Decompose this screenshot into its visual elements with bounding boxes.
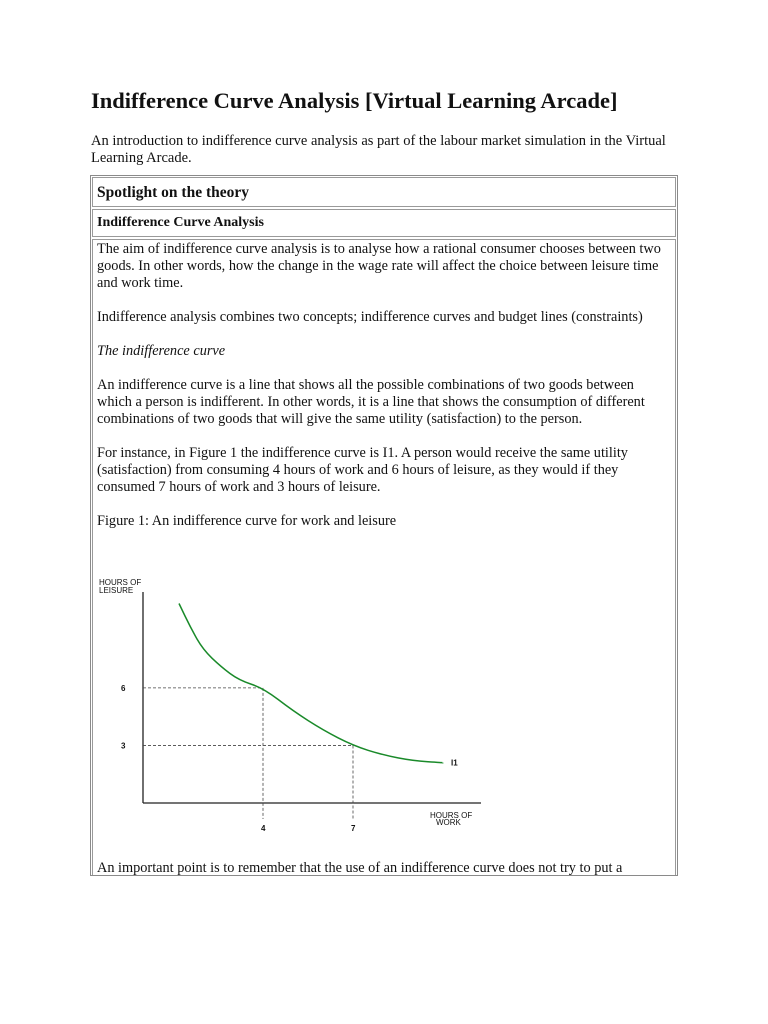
subheading-row	[92, 209, 676, 237]
subheading: Indifference Curve Analysis	[97, 215, 264, 230]
indifference-chart	[96, 572, 516, 842]
indifference-curve-i1	[179, 604, 443, 763]
x-tick-label: 4	[261, 824, 266, 833]
paragraph-example: For instance, in Figure 1 the indifference curve is I1. A person would receive the same utility (satisfaction) from consuming 4 hours of work and 6 hours of leisure, as they would if they consumed 7 hours of work and 3 hours of leisure.	[97, 445, 628, 495]
spotlight-header-row	[92, 177, 676, 207]
paragraph-aim: The aim of indifference curve analysis is to analyse how a rational consumer chooses between two goods. In other words, how the change in the wage rate will affect the choice between leisure time and work time.	[97, 241, 661, 291]
y-axis-label-line2: LEISURE	[99, 586, 134, 595]
y-axis-label-line1: HOURS OF	[99, 578, 142, 587]
x-tick-label: 7	[351, 824, 356, 833]
y-tick-label: 6	[121, 683, 126, 693]
page-title: Indifference Curve Analysis [Virtual Learning Arcade]	[91, 88, 618, 113]
section-heading-indifference-curve: The indifference curve	[97, 343, 226, 359]
spotlight-heading: Spotlight on the theory	[97, 184, 249, 201]
x-axis-label-line1: HOURS OF	[430, 811, 473, 820]
paragraph-definition: An indifference curve is a line that shows all the possible combinations of two goods between which a person is indifferent. In other words, it is a line that shows the consumption of different combinations of two goods that will give the same utility (satisfaction) to the person.	[97, 377, 645, 427]
paragraph-concepts: Indifference analysis combines two concepts; indifference curves and budget lines (constraints)	[97, 309, 643, 325]
cut-off-paragraph: An important point is to remember that the use of an indifference curve does not try to put a	[97, 860, 623, 876]
intro-text: An introduction to indifference curve analysis as part of the labour market simulation in the Virtual Learning Arcade.	[91, 133, 666, 166]
spotlight-box	[90, 175, 678, 876]
curve-label: I1	[451, 758, 458, 768]
chart-marks	[121, 604, 458, 834]
figure-caption: Figure 1: An indifference curve for work and leisure	[97, 513, 397, 529]
content-row	[92, 239, 676, 876]
chart-svg	[96, 572, 516, 842]
content-body	[97, 241, 671, 547]
y-tick-label: 3	[121, 741, 126, 751]
x-axis-label-line2: WORK	[436, 818, 461, 827]
